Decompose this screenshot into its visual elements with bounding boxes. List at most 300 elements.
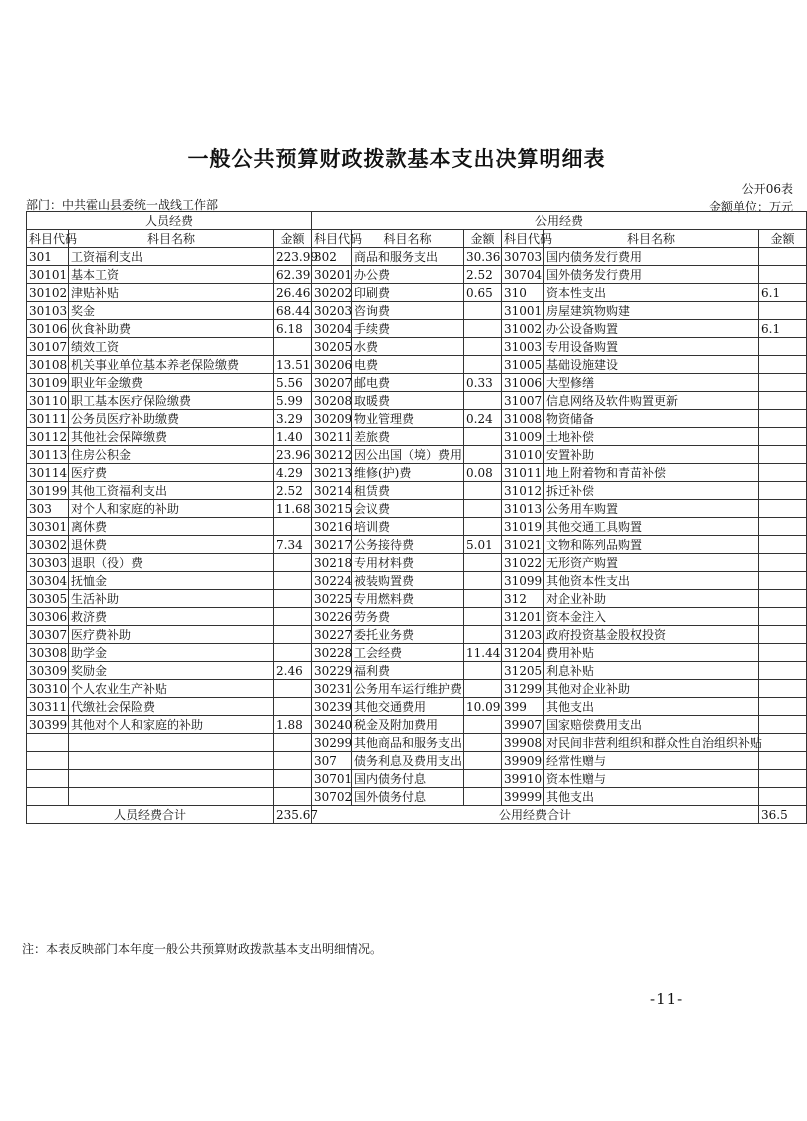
- subject-code: 30102: [27, 284, 69, 302]
- table-row: [27, 266, 807, 284]
- subject-code: 30303: [27, 554, 69, 572]
- table-row: [27, 752, 807, 770]
- subject-amount: [464, 752, 502, 770]
- subject-amount: [274, 680, 312, 698]
- subject-code: 30302: [27, 536, 69, 554]
- subject-name: 工会经费: [352, 644, 464, 662]
- subject-name: [69, 770, 274, 788]
- subject-amount: [759, 482, 807, 500]
- subject-amount: [464, 788, 502, 806]
- subject-name: 电费: [352, 356, 464, 374]
- subject-name: 国外债务发行费用: [544, 266, 759, 284]
- subject-amount: 0.33: [464, 374, 502, 392]
- subject-code: 31019: [502, 518, 544, 536]
- subject-amount: [759, 356, 807, 374]
- subject-code: 31201: [502, 608, 544, 626]
- subject-amount: [274, 518, 312, 536]
- table-row: [27, 284, 807, 302]
- subject-name: 基本工资: [69, 266, 274, 284]
- subject-amount: [464, 662, 502, 680]
- subject-code: 30208: [312, 392, 352, 410]
- subject-name: 职工基本医疗保险缴费: [69, 392, 274, 410]
- subject-code: 31021: [502, 536, 544, 554]
- table-row: [27, 482, 807, 500]
- subject-code: 30114: [27, 464, 69, 482]
- subject-amount: [759, 500, 807, 518]
- table-row: [27, 500, 807, 518]
- subject-code: 39907: [502, 716, 544, 734]
- subject-code: 30108: [27, 356, 69, 374]
- subject-name: 被装购置费: [352, 572, 464, 590]
- subject-amount: [464, 446, 502, 464]
- subject-amount: [274, 338, 312, 356]
- subject-code: 312: [502, 590, 544, 608]
- subject-code: 30212: [312, 446, 352, 464]
- subject-amount: [274, 644, 312, 662]
- subject-amount: [464, 680, 502, 698]
- table-row: [27, 392, 807, 410]
- subject-amount: 30.36: [464, 248, 502, 266]
- subject-name: 办公设备购置: [544, 320, 759, 338]
- subject-name: 其他支出: [544, 788, 759, 806]
- table-row: [27, 554, 807, 572]
- subject-amount: [464, 356, 502, 374]
- subject-amount: [464, 338, 502, 356]
- subject-code: 30218: [312, 554, 352, 572]
- subject-name: 债务利息及费用支出: [352, 752, 464, 770]
- subject-amount: 62.39: [274, 266, 312, 284]
- subject-code: 30113: [27, 446, 69, 464]
- subject-name: 医疗费: [69, 464, 274, 482]
- table-row: [27, 428, 807, 446]
- amount-header: 金额: [759, 230, 807, 248]
- subject-amount: [759, 410, 807, 428]
- subject-code: 30304: [27, 572, 69, 590]
- table-row: [27, 446, 807, 464]
- subject-code: 30701: [312, 770, 352, 788]
- subject-code: 30213: [312, 464, 352, 482]
- subject-amount: [274, 626, 312, 644]
- table-row: [27, 518, 807, 536]
- subject-code: 30103: [27, 302, 69, 320]
- subject-code: 30305: [27, 590, 69, 608]
- subject-name: 印刷费: [352, 284, 464, 302]
- subject-amount: [464, 554, 502, 572]
- subject-name: 救济费: [69, 608, 274, 626]
- table-row: [27, 770, 807, 788]
- table-row: [27, 644, 807, 662]
- subject-amount: 11.68: [274, 500, 312, 518]
- subject-amount: [274, 554, 312, 572]
- subject-code: 30214: [312, 482, 352, 500]
- subject-name: 其他交通工具购置: [544, 518, 759, 536]
- subject-amount: [464, 392, 502, 410]
- subject-amount: 6.1: [759, 320, 807, 338]
- subject-name: 物业管理费: [352, 410, 464, 428]
- subject-code: 30704: [502, 266, 544, 284]
- subject-amount: [274, 608, 312, 626]
- subject-code: 30101: [27, 266, 69, 284]
- table-row: [27, 338, 807, 356]
- subject-amount: 5.99: [274, 392, 312, 410]
- table-row: [27, 536, 807, 554]
- subject-amount: [274, 572, 312, 590]
- subject-name: 资本性支出: [544, 284, 759, 302]
- subject-amount: [464, 428, 502, 446]
- subject-code: 30112: [27, 428, 69, 446]
- page-number: -11-: [650, 990, 684, 1008]
- subject-amount: 26.46: [274, 284, 312, 302]
- subject-name: 职业年金缴费: [69, 374, 274, 392]
- subject-amount: [464, 626, 502, 644]
- subject-name: 其他社会保障缴费: [69, 428, 274, 446]
- subject-name: 机关事业单位基本养老保险缴费: [69, 356, 274, 374]
- subject-name: 其他商品和服务支出: [352, 734, 464, 752]
- subject-amount: [759, 446, 807, 464]
- public-total-amount: 36.5: [759, 806, 807, 824]
- subject-amount: [759, 734, 807, 752]
- subject-name: [69, 788, 274, 806]
- subject-name: 租赁费: [352, 482, 464, 500]
- subject-code: 31205: [502, 662, 544, 680]
- subject-amount: [464, 716, 502, 734]
- subject-name: 国外债务付息: [352, 788, 464, 806]
- subject-name: 其他交通费用: [352, 698, 464, 716]
- table-row: [27, 302, 807, 320]
- subject-amount: [759, 788, 807, 806]
- personnel-header: 人员经费: [27, 212, 312, 230]
- subject-code: [27, 734, 69, 752]
- subject-amount: 2.52: [464, 266, 502, 284]
- subject-name: 公务用车运行维护费: [352, 680, 464, 698]
- subject-amount: 1.40: [274, 428, 312, 446]
- subject-name: 培训费: [352, 518, 464, 536]
- subject-amount: 0.08: [464, 464, 502, 482]
- subject-code: 301: [27, 248, 69, 266]
- subject-code: 30107: [27, 338, 69, 356]
- subject-amount: [759, 302, 807, 320]
- subject-amount: [759, 680, 807, 698]
- subject-name: 专用燃料费: [352, 590, 464, 608]
- subject-code: 31012: [502, 482, 544, 500]
- subject-name: 其他对企业补助: [544, 680, 759, 698]
- subject-code: 30228: [312, 644, 352, 662]
- subject-name: 公务员医疗补助缴费: [69, 410, 274, 428]
- subject-name: 助学金: [69, 644, 274, 662]
- subject-amount: 5.56: [274, 374, 312, 392]
- subject-name: 拆迁补偿: [544, 482, 759, 500]
- name-header: 科目名称: [69, 230, 274, 248]
- subject-name: 国内债务付息: [352, 770, 464, 788]
- table-row: [27, 464, 807, 482]
- subject-name: 退休费: [69, 536, 274, 554]
- amount-header: 金额: [464, 230, 502, 248]
- subject-code: 30207: [312, 374, 352, 392]
- subject-code: 30201: [312, 266, 352, 284]
- subject-amount: 223.99: [274, 248, 312, 266]
- subject-name: 公务接待费: [352, 536, 464, 554]
- subject-amount: [759, 662, 807, 680]
- subject-amount: [759, 374, 807, 392]
- subject-code: 30311: [27, 698, 69, 716]
- amount-header: 金额: [274, 230, 312, 248]
- subject-name: 公务用车购置: [544, 500, 759, 518]
- public-total-label: 公用经费合计: [312, 806, 759, 824]
- subject-name: 伙食补助费: [69, 320, 274, 338]
- subject-amount: [759, 572, 807, 590]
- subject-name: 安置补助: [544, 446, 759, 464]
- table-row: [27, 680, 807, 698]
- subject-code: 30204: [312, 320, 352, 338]
- subject-name: 大型修缮: [544, 374, 759, 392]
- table-row: [27, 662, 807, 680]
- subject-name: [69, 752, 274, 770]
- subject-code: 30307: [27, 626, 69, 644]
- subject-code: 30308: [27, 644, 69, 662]
- subject-code: [27, 770, 69, 788]
- subject-amount: 2.52: [274, 482, 312, 500]
- code-header: 科目代码: [312, 230, 352, 248]
- table-row: [27, 698, 807, 716]
- subject-name: 对民间非营利组织和群众性自治组织补贴: [544, 734, 759, 752]
- subject-code: 30202: [312, 284, 352, 302]
- subject-amount: [759, 338, 807, 356]
- subject-code: 31204: [502, 644, 544, 662]
- subject-code: 31005: [502, 356, 544, 374]
- subject-amount: [759, 248, 807, 266]
- name-header: 科目名称: [544, 230, 759, 248]
- table-row: [27, 374, 807, 392]
- subject-code: 30209: [312, 410, 352, 428]
- header-row-groups: [27, 212, 807, 230]
- subject-amount: [274, 752, 312, 770]
- form-number: 公开06表: [741, 182, 793, 196]
- subject-code: 30240: [312, 716, 352, 734]
- subject-code: 30215: [312, 500, 352, 518]
- subject-amount: [464, 302, 502, 320]
- subject-code: 30217: [312, 536, 352, 554]
- subject-code: 30299: [312, 734, 352, 752]
- subject-code: [27, 788, 69, 806]
- subject-amount: [464, 608, 502, 626]
- subject-name: 工资福利支出: [69, 248, 274, 266]
- subject-code: 30301: [27, 518, 69, 536]
- subject-code: 310: [502, 284, 544, 302]
- subject-amount: [759, 590, 807, 608]
- subject-code: 31099: [502, 572, 544, 590]
- subject-amount: [464, 320, 502, 338]
- name-header: 科目名称: [352, 230, 464, 248]
- subject-name: 绩效工资: [69, 338, 274, 356]
- subject-amount: [464, 500, 502, 518]
- subject-amount: [759, 464, 807, 482]
- subject-name: 对个人和家庭的补助: [69, 500, 274, 518]
- subject-code: 30399: [27, 716, 69, 734]
- personnel-total-amount: 235.67: [274, 806, 312, 824]
- subject-code: 30703: [502, 248, 544, 266]
- subject-name: 咨询费: [352, 302, 464, 320]
- subject-amount: [274, 788, 312, 806]
- subject-name: 其他支出: [544, 698, 759, 716]
- subject-code: 30227: [312, 626, 352, 644]
- subject-amount: 1.88: [274, 716, 312, 734]
- subject-code: 30239: [312, 698, 352, 716]
- subject-amount: [274, 770, 312, 788]
- subject-amount: [274, 698, 312, 716]
- subject-code: 30206: [312, 356, 352, 374]
- subject-amount: 10.09: [464, 698, 502, 716]
- code-header: 科目代码: [27, 230, 69, 248]
- table-row: [27, 716, 807, 734]
- subject-code: 30203: [312, 302, 352, 320]
- subject-code: 30216: [312, 518, 352, 536]
- subject-code: 31022: [502, 554, 544, 572]
- subject-name: 津贴补贴: [69, 284, 274, 302]
- table-row: [27, 320, 807, 338]
- table-row: [27, 356, 807, 374]
- subject-name: 会议费: [352, 500, 464, 518]
- subject-name: 专用设备购置: [544, 338, 759, 356]
- personnel-total-label: 人员经费合计: [27, 806, 274, 824]
- subject-code: 303: [27, 500, 69, 518]
- table-row: [27, 572, 807, 590]
- subject-name: 信息网络及软件购置更新: [544, 392, 759, 410]
- code-header: 科目代码: [502, 230, 544, 248]
- subject-code: 30306: [27, 608, 69, 626]
- subject-name: 水费: [352, 338, 464, 356]
- subject-amount: 13.51: [274, 356, 312, 374]
- subject-name: 税金及附加费用: [352, 716, 464, 734]
- subject-code: 302: [312, 248, 352, 266]
- subject-code: 30199: [27, 482, 69, 500]
- subject-amount: 6.18: [274, 320, 312, 338]
- subject-name: 维修(护)费: [352, 464, 464, 482]
- subject-amount: 4.29: [274, 464, 312, 482]
- table-row: [27, 626, 807, 644]
- unit-label: 金额单位：万元: [708, 200, 793, 214]
- subject-code: [27, 752, 69, 770]
- subject-code: 39909: [502, 752, 544, 770]
- table-row: [27, 410, 807, 428]
- subject-amount: [759, 716, 807, 734]
- public-header: 公用经费: [312, 212, 807, 230]
- table-row: [27, 734, 807, 752]
- subject-name: 对企业补助: [544, 590, 759, 608]
- subject-code: 30231: [312, 680, 352, 698]
- subject-code: 30702: [312, 788, 352, 806]
- subject-amount: 0.65: [464, 284, 502, 302]
- subject-name: 资本金注入: [544, 608, 759, 626]
- subject-name: 差旅费: [352, 428, 464, 446]
- subject-code: 30110: [27, 392, 69, 410]
- subject-name: 国内债务发行费用: [544, 248, 759, 266]
- table-row: [27, 608, 807, 626]
- subject-code: 31007: [502, 392, 544, 410]
- subject-name: 政府投资基金股权投资: [544, 626, 759, 644]
- subject-name: 经常性赠与: [544, 752, 759, 770]
- subject-amount: [464, 482, 502, 500]
- subject-amount: 0.24: [464, 410, 502, 428]
- expenditure-table: [26, 211, 807, 824]
- subject-code: 30224: [312, 572, 352, 590]
- subject-name: 地上附着物和青苗补偿: [544, 464, 759, 482]
- subject-code: 31203: [502, 626, 544, 644]
- subject-amount: [759, 698, 807, 716]
- subject-code: 30310: [27, 680, 69, 698]
- subject-name: 文物和陈列品购置: [544, 536, 759, 554]
- subject-amount: [759, 536, 807, 554]
- subject-name: 医疗费补助: [69, 626, 274, 644]
- subject-code: 30205: [312, 338, 352, 356]
- subject-amount: 7.34: [274, 536, 312, 554]
- subject-name: 其他工资福利支出: [69, 482, 274, 500]
- subject-code: 31006: [502, 374, 544, 392]
- subject-name: 福利费: [352, 662, 464, 680]
- subject-code: 30111: [27, 410, 69, 428]
- subject-name: 取暖费: [352, 392, 464, 410]
- subject-amount: [759, 266, 807, 284]
- table-row: [27, 248, 807, 266]
- subject-code: 30109: [27, 374, 69, 392]
- subject-amount: 11.44: [464, 644, 502, 662]
- subject-code: 30226: [312, 608, 352, 626]
- subject-amount: [464, 572, 502, 590]
- subject-code: 31002: [502, 320, 544, 338]
- subject-code: 31001: [502, 302, 544, 320]
- subject-name: 离休费: [69, 518, 274, 536]
- subject-name: 土地补偿: [544, 428, 759, 446]
- subject-amount: 23.96: [274, 446, 312, 464]
- subject-amount: [464, 734, 502, 752]
- page-title: 一般公共预算财政拨款基本支出决算明细表: [187, 147, 606, 171]
- subject-code: 39910: [502, 770, 544, 788]
- subject-name: 抚恤金: [69, 572, 274, 590]
- subject-amount: [274, 734, 312, 752]
- subject-amount: [274, 590, 312, 608]
- subject-name: 住房公积金: [69, 446, 274, 464]
- subject-name: 基础设施建设: [544, 356, 759, 374]
- subject-code: 39999: [502, 788, 544, 806]
- subject-code: 30309: [27, 662, 69, 680]
- subject-code: 30229: [312, 662, 352, 680]
- subject-amount: [759, 770, 807, 788]
- subject-amount: [759, 626, 807, 644]
- subject-name: 代缴社会保险费: [69, 698, 274, 716]
- subject-amount: [759, 644, 807, 662]
- subject-amount: [759, 608, 807, 626]
- subject-name: 费用补贴: [544, 644, 759, 662]
- subject-amount: 68.44: [274, 302, 312, 320]
- subject-name: 资本性赠与: [544, 770, 759, 788]
- subject-code: 31299: [502, 680, 544, 698]
- subject-name: 房屋建筑物购建: [544, 302, 759, 320]
- subject-amount: 5.01: [464, 536, 502, 554]
- subject-name: 劳务费: [352, 608, 464, 626]
- department-label: 部门：中共霍山县委统一战线工作部: [26, 198, 219, 212]
- subject-name: 手续费: [352, 320, 464, 338]
- subject-amount: [759, 392, 807, 410]
- table-row: [27, 788, 807, 806]
- subject-code: 31013: [502, 500, 544, 518]
- subject-code: 31010: [502, 446, 544, 464]
- subject-name: 专用材料费: [352, 554, 464, 572]
- subject-name: 奖励金: [69, 662, 274, 680]
- subject-amount: 2.46: [274, 662, 312, 680]
- subject-amount: [759, 518, 807, 536]
- subject-name: 生活补助: [69, 590, 274, 608]
- subject-name: 国家赔偿费用支出: [544, 716, 759, 734]
- subject-code: 307: [312, 752, 352, 770]
